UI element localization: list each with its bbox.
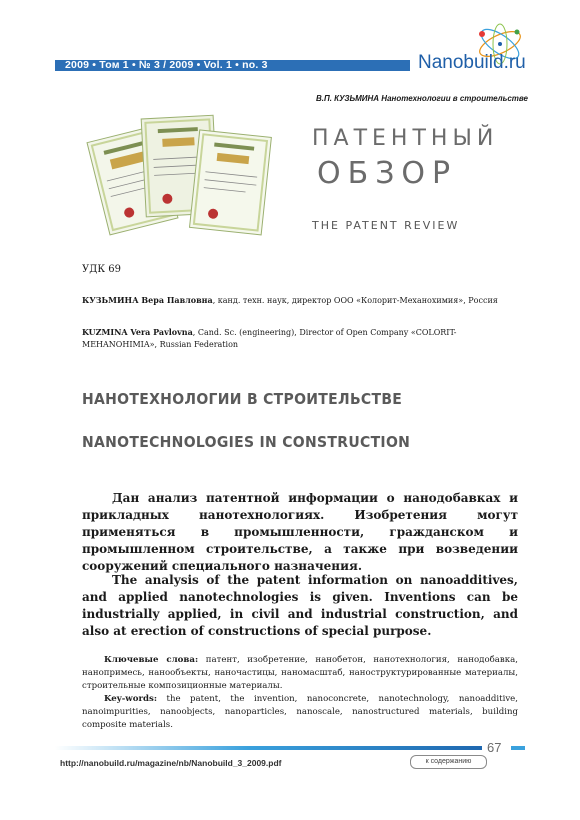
table-of-contents-button[interactable]: к содержанию	[410, 755, 487, 769]
keywords-label-en: Key-words:	[104, 694, 157, 704]
keywords-ru	[82, 654, 518, 693]
author-details-ru: , канд. техн. наук, директор ООО «Колорит-Механохимия», Россия	[212, 296, 498, 305]
page-number: 67	[487, 740, 502, 755]
footer-divider	[55, 746, 482, 750]
pdf-url-link[interactable]: http://nanobuild.ru/magazine/nb/Nanobuild_3_2009.pdf	[60, 758, 282, 768]
author-affiliation-en	[82, 326, 512, 351]
abstract-ru: Дан анализ патентной информации о нанодобавках и прикладных нанотехнологиях. Изобретения могут применяться в промышленности, гражданском и промышленном строительстве, а также при возведении сооружений специального назначения.	[82, 491, 518, 573]
patent-certificates-image	[86, 112, 286, 242]
section-title-english: THE PATENT REVIEW	[312, 219, 460, 232]
abstract-en: The analysis of the patent information on nanoadditives, and applied nanotechnologies is given. Inventions can be industrially applied, in civil and industrial construction, and also at erection of constructions of special purpose.	[82, 573, 518, 638]
author-affiliation-ru	[82, 294, 512, 307]
keywords-text-en: the patent, the invention, nanoconcrete, nanotechnology, nanoadditive, nanoimpurities, nanoobjects, nanoparticles, nanoscale, nanostructured materials, building composite materials.	[82, 694, 518, 730]
keywords-label-ru: Ключевые слова:	[104, 655, 199, 665]
running-header: В.П. КУЗЬМИНА Нанотехнологии в строительстве	[315, 94, 528, 103]
issue-info-bar	[55, 60, 410, 71]
section-title-line2: ОБЗОР	[317, 156, 458, 191]
footer-accent	[511, 746, 525, 750]
author-name-en: KUZMINA Vera Pavlovna	[82, 327, 193, 337]
keywords-text-ru: патент, изобретение, нанобетон, нанотехнология, нанодобавка, нанопримесь, нанообъекты, наночастицы, наномасштаб, наноструктурированные материалы, строительные композиционные материалы.	[82, 655, 518, 691]
section-title-line1: ПАТЕНТНЫЙ	[312, 126, 499, 151]
author-details-en: , Cand. Sc. (engineering), Director of Open Company «COLORIT-MEHANOHIMIA», Russian Federation	[82, 328, 457, 349]
keywords-en	[82, 693, 518, 732]
author-name-ru: КУЗЬМИНА Вера Павловна	[82, 295, 213, 305]
udc-code: УДК 69	[82, 264, 121, 275]
article-title-ru: НАНОТЕХНОЛОГИИ В СТРОИТЕЛЬСТВЕ	[82, 391, 403, 409]
article-title-en: NANOTECHNOLOGIES IN CONSTRUCTION	[82, 434, 411, 452]
issue-info-text: 2009 • Том 1 • № 3 / 2009 • Vol. 1 • no. 3	[65, 59, 268, 71]
site-logo[interactable]: Nanobuild.ru	[418, 52, 526, 73]
